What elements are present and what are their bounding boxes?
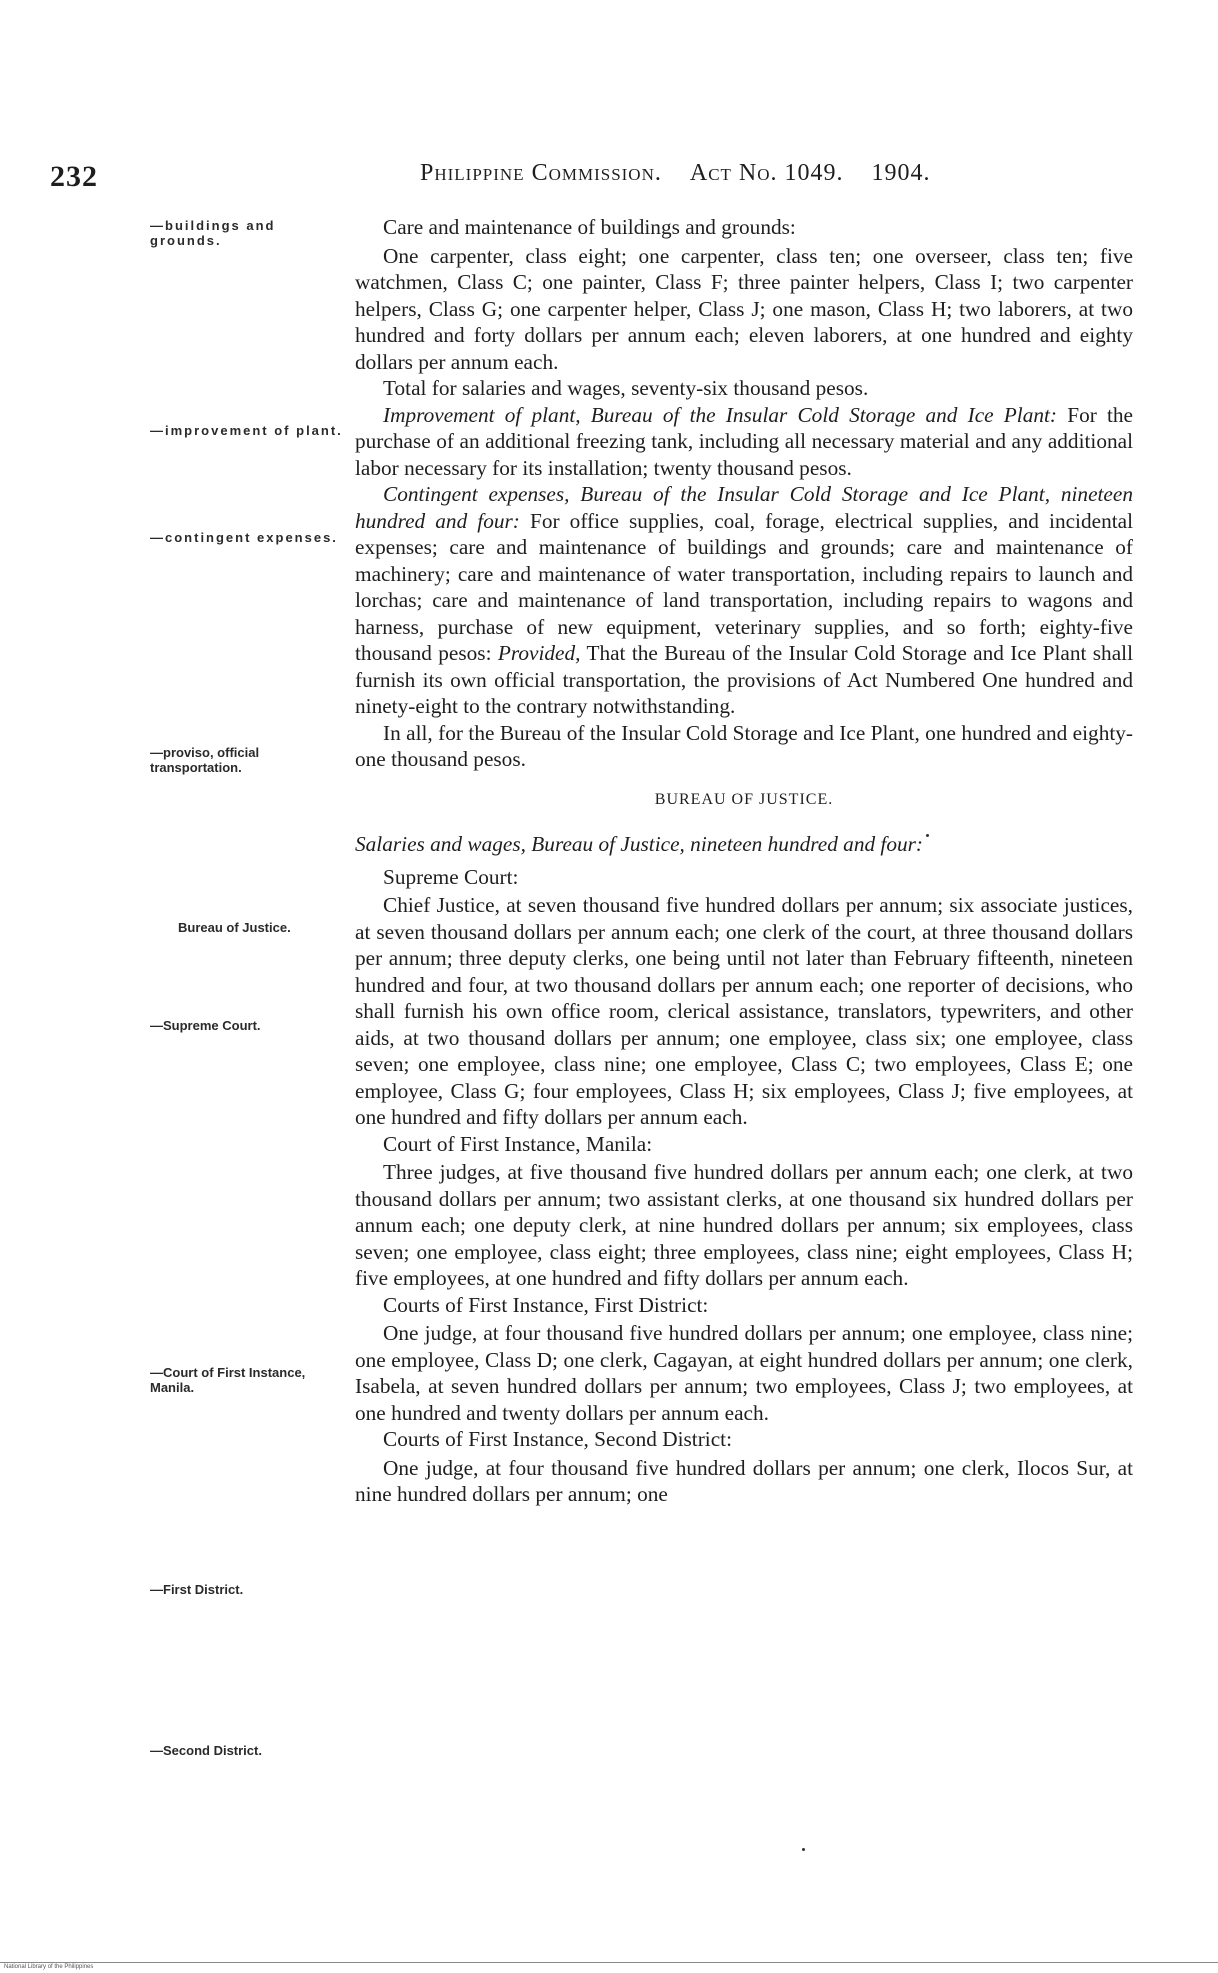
improvement-heading: Improvement of plant, Bureau of the Insular Cold Storage and Ice Plant: xyxy=(383,402,1058,427)
margin-note-contingent: —contingent expenses. xyxy=(150,530,338,545)
margin-note-second-district: —Second District. xyxy=(150,1743,262,1758)
provided-word: Provided, xyxy=(497,641,581,665)
bottom-rule xyxy=(0,1962,1218,1963)
paragraph-second-district: One judge, at four thousand five hundred dollars per annum; one clerk, Ilocos Sur, at nine hundred dollars per annum; one xyxy=(355,1455,1133,1506)
improvement-text: For the purchase of an additional freezing tank, including all necessary material and any additional labor necessary for its installation; twenty thousand pesos. xyxy=(355,402,1133,480)
margin-note-buildings: —buildings and grounds. xyxy=(150,218,276,248)
paragraph-supreme-court: Chief Justice, at seven thousand five hundred dollars per annum; six associate justices, at seven thousand dollars per annum each; one clerk of the court, at three thousand dollars per annum; three deputy clerks, one being until not later than February fifteenth, nineteen hundred and four, at two thousand dollars per annum each; one reporter of decisions, who shall furnish his own office room, clerical assistance, translators, typewriters, and other aids, at two thousand dollars per annum; one employee, class six; one employee, class seven; one employee, class nine; one employee, Class C; two employees, Class E; one employee, Class G; four employees, Class H; six employees, Class J; five employees, at one hundred and fifty dollars per annum each. xyxy=(355,893,1133,1129)
running-head-act: Act No. 1049. xyxy=(689,160,844,186)
paragraph-court-manila: Three judges, at five thousand five hundred dollars per annum each; one clerk, at two thousand dollars per annum; two assistant clerks, at one thousand six hundred dollars per annum each; one deputy clerk, at nine hundred dollars per annum; six employees, class seven; one employee, class eight; three employees, class nine; eight employees, Class H; five employees, at one hundred and fifty dollars per annum each. xyxy=(355,1160,1133,1290)
speck xyxy=(802,1848,805,1851)
margin-note-court-first-instance: —Court of First Instance, Manila. xyxy=(150,1365,306,1395)
salaries-heading: Salaries and wages, Bureau of Justice, nineteen hundred and four: xyxy=(355,832,924,856)
paragraph-first-district: One judge, at four thousand five hundred dollars per annum; one employee, class nine; one employee, Class D; one clerk, Cagayan, at eight hundred dollars per annum; one clerk, Isabela, at seven hundred dollars per annum; two employees, Class J; two employees, at one hundred and twenty dollars per annum each. xyxy=(355,1321,1133,1425)
page-number: 232 xyxy=(50,160,98,193)
paragraph-in-all: In all, for the Bureau of the Insular Cold Storage and Ice Plant, one hundred and eighty-one thousand pesos. xyxy=(355,720,1133,771)
running-head-title: Philippine Commission. xyxy=(420,160,662,186)
running-head xyxy=(420,160,931,187)
margin-note-bureau-justice: Bureau of Justice. xyxy=(178,920,291,935)
margin-note-proviso: —proviso, official transportation. xyxy=(150,745,260,775)
proviso-text: That the Bureau of the Insular Cold Storage and Ice Plant shall furnish its own official transportation, the provisions of Act Numbered One hundred and ninety-eight to the contrary notwithstanding. xyxy=(355,641,1133,718)
margin-note-first-district: —First District. xyxy=(150,1582,244,1597)
subhead-court-manila: Court of First Instance, Manila: xyxy=(383,1131,653,1156)
speck xyxy=(926,834,929,837)
paragraph-contingent xyxy=(355,481,1133,720)
paragraph-improvement xyxy=(355,402,1133,482)
paragraph-buildings: One carpenter, class eight; one carpenter, class ten; one overseer, class ten; five watchmen, Class C; one painter, Class F; three painter helpers, Class I; two carpenter helpers, Class G; one carpenter helper, Class J; one mason, Class H; two laborers, at two hundred and forty dollars per annum each; eleven laborers, at one hundred and eighty dollars per annum each. xyxy=(355,243,1133,374)
footer-credit: National Library of the Philippines xyxy=(4,1964,94,1970)
section-heading-bureau-justice: BUREAU OF JUSTICE. xyxy=(654,790,834,808)
subhead-supreme-court: Supreme Court: xyxy=(383,864,519,889)
margin-note-supreme-court: —Supreme Court. xyxy=(150,1018,261,1033)
subhead-first-district: Courts of First Instance, First District: xyxy=(383,1292,709,1317)
paragraph-total: Total for salaries and wages, seventy-six thousand pesos. xyxy=(383,376,869,400)
subhead-second-district: Courts of First Instance, Second District: xyxy=(383,1427,732,1451)
main-text xyxy=(355,214,1133,1508)
contingent-text: For office supplies, coal, forage, electrical supplies, and incidental expenses; care and maintenance of buildings and grounds; care and maintenance of machinery; care and maintenance of water transportation, including repairs to launch and lorchas; care and maintenance of land transportation, including repairs to wagons and harness, purchase of new equipment, veterinary supplies, and so forth; eighty-five thousand pesos: xyxy=(355,508,1134,665)
margin-note-improvement: —improvement of plant. xyxy=(150,423,343,438)
running-head-year: 1904. xyxy=(871,160,931,186)
subhead-buildings: Care and maintenance of buildings and grounds: xyxy=(383,215,796,239)
contingent-heading: Contingent expenses, Bureau of the Insular Cold Storage and Ice Plant, nineteen hundred and four: xyxy=(355,482,1133,533)
